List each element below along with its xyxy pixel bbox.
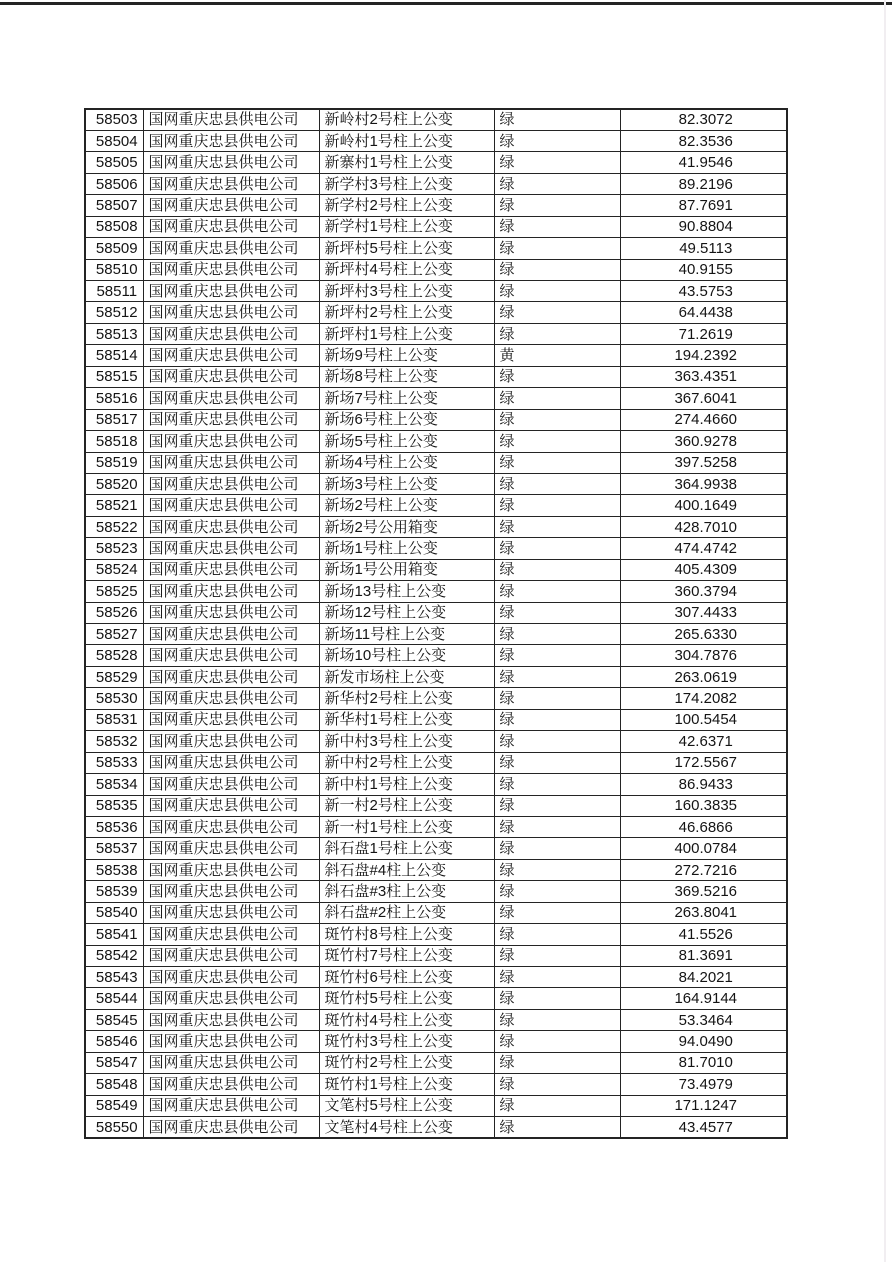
cell-row-id: 58522 [85, 516, 143, 537]
table-row [85, 602, 787, 623]
table-row [85, 816, 787, 837]
cell-status: 绿 [494, 752, 620, 773]
cell-status: 绿 [494, 1052, 620, 1073]
cell-row-id: 58531 [85, 709, 143, 730]
cell-status: 绿 [494, 281, 620, 302]
cell-row-id: 58511 [85, 281, 143, 302]
cell-transformer-name: 斑竹村8号柱上公变 [319, 924, 494, 945]
cell-row-id: 58543 [85, 967, 143, 988]
cell-status: 绿 [494, 538, 620, 559]
cell-transformer-name: 新场4号柱上公变 [319, 452, 494, 473]
cell-row-id: 58548 [85, 1074, 143, 1095]
cell-value: 405.4309 [620, 559, 787, 580]
cell-company: 国网重庆忠县供电公司 [143, 666, 319, 687]
cell-transformer-name: 新发市场柱上公变 [319, 666, 494, 687]
table-row [85, 259, 787, 280]
page-right-edge [884, 0, 886, 1262]
cell-row-id: 58529 [85, 666, 143, 687]
table-row [85, 1095, 787, 1116]
cell-value: 81.3691 [620, 945, 787, 966]
cell-transformer-name: 新坪村4号柱上公变 [319, 259, 494, 280]
table-row [85, 473, 787, 494]
cell-row-id: 58527 [85, 624, 143, 645]
page-top-rule [0, 2, 892, 5]
cell-status: 绿 [494, 473, 620, 494]
table-row [85, 452, 787, 473]
cell-value: 100.5454 [620, 709, 787, 730]
cell-status: 黄 [494, 345, 620, 366]
cell-status: 绿 [494, 1095, 620, 1116]
cell-transformer-name: 新场2号公用箱变 [319, 516, 494, 537]
cell-row-id: 58528 [85, 645, 143, 666]
cell-row-id: 58509 [85, 238, 143, 259]
cell-company: 国网重庆忠县供电公司 [143, 988, 319, 1009]
cell-transformer-name: 新坪村5号柱上公变 [319, 238, 494, 259]
cell-row-id: 58537 [85, 838, 143, 859]
cell-company: 国网重庆忠县供电公司 [143, 945, 319, 966]
cell-status: 绿 [494, 881, 620, 902]
cell-transformer-name: 斑竹村5号柱上公变 [319, 988, 494, 1009]
cell-company: 国网重庆忠县供电公司 [143, 473, 319, 494]
cell-row-id: 58550 [85, 1117, 143, 1138]
table-row [85, 388, 787, 409]
cell-value: 369.5216 [620, 881, 787, 902]
cell-value: 174.2082 [620, 688, 787, 709]
cell-transformer-name: 新学村3号柱上公变 [319, 173, 494, 194]
cell-value: 42.6371 [620, 731, 787, 752]
table-row [85, 409, 787, 430]
cell-company: 国网重庆忠县供电公司 [143, 452, 319, 473]
cell-company: 国网重庆忠县供电公司 [143, 645, 319, 666]
table-body [85, 109, 787, 1138]
cell-company: 国网重庆忠县供电公司 [143, 366, 319, 387]
cell-transformer-name: 新场10号柱上公变 [319, 645, 494, 666]
cell-row-id: 58545 [85, 1009, 143, 1030]
cell-company: 国网重庆忠县供电公司 [143, 1031, 319, 1052]
cell-company: 国网重庆忠县供电公司 [143, 1074, 319, 1095]
table-row [85, 302, 787, 323]
cell-company: 国网重庆忠县供电公司 [143, 924, 319, 945]
table-row [85, 1052, 787, 1073]
cell-transformer-name: 新学村1号柱上公变 [319, 216, 494, 237]
cell-row-id: 58533 [85, 752, 143, 773]
cell-company: 国网重庆忠县供电公司 [143, 559, 319, 580]
cell-transformer-name: 斑竹村6号柱上公变 [319, 967, 494, 988]
cell-company: 国网重庆忠县供电公司 [143, 109, 319, 130]
cell-status: 绿 [494, 1117, 620, 1138]
cell-value: 53.3464 [620, 1009, 787, 1030]
cell-company: 国网重庆忠县供电公司 [143, 581, 319, 602]
cell-value: 81.7010 [620, 1052, 787, 1073]
cell-status: 绿 [494, 152, 620, 173]
cell-value: 274.4660 [620, 409, 787, 430]
cell-value: 474.4742 [620, 538, 787, 559]
cell-status: 绿 [494, 988, 620, 1009]
cell-status: 绿 [494, 795, 620, 816]
cell-status: 绿 [494, 688, 620, 709]
cell-value: 367.6041 [620, 388, 787, 409]
cell-row-id: 58549 [85, 1095, 143, 1116]
cell-company: 国网重庆忠县供电公司 [143, 238, 319, 259]
cell-transformer-name: 新场7号柱上公变 [319, 388, 494, 409]
cell-status: 绿 [494, 581, 620, 602]
cell-row-id: 58530 [85, 688, 143, 709]
table-row [85, 1074, 787, 1095]
cell-transformer-name: 新中村3号柱上公变 [319, 731, 494, 752]
cell-status: 绿 [494, 452, 620, 473]
cell-row-id: 58534 [85, 774, 143, 795]
cell-value: 43.5753 [620, 281, 787, 302]
table-row [85, 366, 787, 387]
cell-company: 国网重庆忠县供电公司 [143, 1052, 319, 1073]
table-row [85, 238, 787, 259]
table-row [85, 709, 787, 730]
cell-status: 绿 [494, 431, 620, 452]
cell-row-id: 58506 [85, 173, 143, 194]
cell-transformer-name: 斜石盘#3柱上公变 [319, 881, 494, 902]
cell-status: 绿 [494, 109, 620, 130]
cell-transformer-name: 文笔村4号柱上公变 [319, 1117, 494, 1138]
cell-status: 绿 [494, 216, 620, 237]
table-row [85, 516, 787, 537]
table-row [85, 581, 787, 602]
cell-transformer-name: 新场12号柱上公变 [319, 602, 494, 623]
cell-company: 国网重庆忠县供电公司 [143, 881, 319, 902]
table-row [85, 624, 787, 645]
table-row [85, 795, 787, 816]
cell-row-id: 58518 [85, 431, 143, 452]
cell-company: 国网重庆忠县供电公司 [143, 859, 319, 880]
cell-value: 46.6866 [620, 816, 787, 837]
cell-company: 国网重庆忠县供电公司 [143, 752, 319, 773]
cell-row-id: 58540 [85, 902, 143, 923]
cell-row-id: 58513 [85, 323, 143, 344]
table-row [85, 345, 787, 366]
cell-row-id: 58526 [85, 602, 143, 623]
cell-company: 国网重庆忠县供电公司 [143, 152, 319, 173]
cell-row-id: 58514 [85, 345, 143, 366]
cell-company: 国网重庆忠县供电公司 [143, 302, 319, 323]
cell-row-id: 58523 [85, 538, 143, 559]
cell-company: 国网重庆忠县供电公司 [143, 688, 319, 709]
cell-status: 绿 [494, 924, 620, 945]
cell-company: 国网重庆忠县供电公司 [143, 1009, 319, 1030]
cell-status: 绿 [494, 173, 620, 194]
cell-status: 绿 [494, 902, 620, 923]
cell-row-id: 58519 [85, 452, 143, 473]
cell-transformer-name: 新寨村1号柱上公变 [319, 152, 494, 173]
cell-value: 263.8041 [620, 902, 787, 923]
table-row [85, 1117, 787, 1138]
cell-value: 194.2392 [620, 345, 787, 366]
table-row [85, 988, 787, 1009]
table-row [85, 645, 787, 666]
cell-row-id: 58532 [85, 731, 143, 752]
table-row [85, 666, 787, 687]
cell-value: 400.0784 [620, 838, 787, 859]
cell-row-id: 58508 [85, 216, 143, 237]
cell-company: 国网重庆忠县供电公司 [143, 838, 319, 859]
cell-transformer-name: 新华村1号柱上公变 [319, 709, 494, 730]
table-row [85, 130, 787, 151]
cell-value: 40.9155 [620, 259, 787, 280]
cell-company: 国网重庆忠县供电公司 [143, 731, 319, 752]
table-row [85, 559, 787, 580]
table-row [85, 495, 787, 516]
cell-value: 49.5113 [620, 238, 787, 259]
cell-status: 绿 [494, 516, 620, 537]
cell-company: 国网重庆忠县供电公司 [143, 173, 319, 194]
cell-company: 国网重庆忠县供电公司 [143, 323, 319, 344]
cell-company: 国网重庆忠县供电公司 [143, 388, 319, 409]
cell-status: 绿 [494, 731, 620, 752]
cell-transformer-name: 新场1号公用箱变 [319, 559, 494, 580]
cell-transformer-name: 新一村2号柱上公变 [319, 795, 494, 816]
cell-value: 64.4438 [620, 302, 787, 323]
cell-company: 国网重庆忠县供电公司 [143, 774, 319, 795]
cell-status: 绿 [494, 816, 620, 837]
cell-row-id: 58515 [85, 366, 143, 387]
cell-company: 国网重庆忠县供电公司 [143, 130, 319, 151]
cell-row-id: 58546 [85, 1031, 143, 1052]
cell-transformer-name: 新场9号柱上公变 [319, 345, 494, 366]
cell-row-id: 58503 [85, 109, 143, 130]
cell-value: 41.5526 [620, 924, 787, 945]
cell-row-id: 58525 [85, 581, 143, 602]
cell-company: 国网重庆忠县供电公司 [143, 1117, 319, 1138]
cell-value: 90.8804 [620, 216, 787, 237]
cell-status: 绿 [494, 366, 620, 387]
table-row [85, 538, 787, 559]
table-row [85, 774, 787, 795]
cell-row-id: 58505 [85, 152, 143, 173]
cell-company: 国网重庆忠县供电公司 [143, 902, 319, 923]
table-row [85, 859, 787, 880]
cell-transformer-name: 新场5号柱上公变 [319, 431, 494, 452]
cell-company: 国网重庆忠县供电公司 [143, 709, 319, 730]
cell-transformer-name: 斑竹村2号柱上公变 [319, 1052, 494, 1073]
cell-row-id: 58535 [85, 795, 143, 816]
cell-company: 国网重庆忠县供电公司 [143, 259, 319, 280]
cell-status: 绿 [494, 774, 620, 795]
cell-company: 国网重庆忠县供电公司 [143, 216, 319, 237]
cell-value: 363.4351 [620, 366, 787, 387]
cell-value: 397.5258 [620, 452, 787, 473]
cell-row-id: 58512 [85, 302, 143, 323]
cell-status: 绿 [494, 709, 620, 730]
cell-value: 89.2196 [620, 173, 787, 194]
cell-company: 国网重庆忠县供电公司 [143, 795, 319, 816]
cell-transformer-name: 斑竹村3号柱上公变 [319, 1031, 494, 1052]
cell-row-id: 58541 [85, 924, 143, 945]
table-row [85, 216, 787, 237]
cell-company: 国网重庆忠县供电公司 [143, 431, 319, 452]
cell-transformer-name: 斑竹村4号柱上公变 [319, 1009, 494, 1030]
cell-row-id: 58542 [85, 945, 143, 966]
cell-status: 绿 [494, 238, 620, 259]
cell-value: 82.3072 [620, 109, 787, 130]
cell-status: 绿 [494, 559, 620, 580]
cell-value: 87.7691 [620, 195, 787, 216]
transformer-table [84, 108, 788, 1139]
cell-row-id: 58507 [85, 195, 143, 216]
cell-row-id: 58521 [85, 495, 143, 516]
cell-value: 364.9938 [620, 473, 787, 494]
cell-company: 国网重庆忠县供电公司 [143, 495, 319, 516]
cell-status: 绿 [494, 259, 620, 280]
cell-transformer-name: 文笔村5号柱上公变 [319, 1095, 494, 1116]
cell-status: 绿 [494, 323, 620, 344]
cell-transformer-name: 斑竹村1号柱上公变 [319, 1074, 494, 1095]
table-row [85, 902, 787, 923]
cell-company: 国网重庆忠县供电公司 [143, 409, 319, 430]
cell-value: 84.2021 [620, 967, 787, 988]
cell-row-id: 58538 [85, 859, 143, 880]
cell-status: 绿 [494, 624, 620, 645]
cell-value: 400.1649 [620, 495, 787, 516]
cell-transformer-name: 新坪村3号柱上公变 [319, 281, 494, 302]
cell-status: 绿 [494, 967, 620, 988]
cell-status: 绿 [494, 645, 620, 666]
cell-row-id: 58520 [85, 473, 143, 494]
cell-transformer-name: 斜石盘#4柱上公变 [319, 859, 494, 880]
cell-row-id: 58510 [85, 259, 143, 280]
cell-status: 绿 [494, 1074, 620, 1095]
cell-row-id: 58544 [85, 988, 143, 1009]
cell-company: 国网重庆忠县供电公司 [143, 281, 319, 302]
cell-company: 国网重庆忠县供电公司 [143, 967, 319, 988]
table-row [85, 924, 787, 945]
cell-status: 绿 [494, 666, 620, 687]
cell-status: 绿 [494, 838, 620, 859]
cell-status: 绿 [494, 409, 620, 430]
table-row [85, 881, 787, 902]
cell-transformer-name: 斑竹村7号柱上公变 [319, 945, 494, 966]
cell-company: 国网重庆忠县供电公司 [143, 195, 319, 216]
cell-value: 43.4577 [620, 1117, 787, 1138]
cell-transformer-name: 新中村1号柱上公变 [319, 774, 494, 795]
cell-status: 绿 [494, 602, 620, 623]
cell-transformer-name: 新坪村1号柱上公变 [319, 323, 494, 344]
cell-transformer-name: 新场8号柱上公变 [319, 366, 494, 387]
table-row [85, 431, 787, 452]
table-row [85, 1031, 787, 1052]
cell-value: 172.5567 [620, 752, 787, 773]
cell-value: 86.9433 [620, 774, 787, 795]
cell-company: 国网重庆忠县供电公司 [143, 516, 319, 537]
cell-transformer-name: 新华村2号柱上公变 [319, 688, 494, 709]
table-row [85, 688, 787, 709]
cell-value: 360.3794 [620, 581, 787, 602]
cell-status: 绿 [494, 302, 620, 323]
cell-status: 绿 [494, 859, 620, 880]
cell-value: 265.6330 [620, 624, 787, 645]
cell-value: 263.0619 [620, 666, 787, 687]
table-row [85, 838, 787, 859]
cell-transformer-name: 新场11号柱上公变 [319, 624, 494, 645]
table-row [85, 281, 787, 302]
cell-row-id: 58524 [85, 559, 143, 580]
cell-transformer-name: 新中村2号柱上公变 [319, 752, 494, 773]
table-row [85, 152, 787, 173]
cell-transformer-name: 新岭村1号柱上公变 [319, 130, 494, 151]
cell-value: 94.0490 [620, 1031, 787, 1052]
cell-transformer-name: 新场1号柱上公变 [319, 538, 494, 559]
table-row [85, 323, 787, 344]
table-row [85, 195, 787, 216]
cell-row-id: 58504 [85, 130, 143, 151]
table-row [85, 945, 787, 966]
cell-value: 82.3536 [620, 130, 787, 151]
cell-row-id: 58547 [85, 1052, 143, 1073]
cell-row-id: 58539 [85, 881, 143, 902]
table-row [85, 1009, 787, 1030]
cell-transformer-name: 新场13号柱上公变 [319, 581, 494, 602]
cell-value: 71.2619 [620, 323, 787, 344]
cell-transformer-name: 新场2号柱上公变 [319, 495, 494, 516]
table-row [85, 109, 787, 130]
cell-value: 164.9144 [620, 988, 787, 1009]
cell-company: 国网重庆忠县供电公司 [143, 816, 319, 837]
cell-row-id: 58517 [85, 409, 143, 430]
cell-company: 国网重庆忠县供电公司 [143, 538, 319, 559]
cell-transformer-name: 新一村1号柱上公变 [319, 816, 494, 837]
cell-value: 428.7010 [620, 516, 787, 537]
cell-transformer-name: 新岭村2号柱上公变 [319, 109, 494, 130]
cell-status: 绿 [494, 945, 620, 966]
cell-company: 国网重庆忠县供电公司 [143, 602, 319, 623]
cell-value: 307.4433 [620, 602, 787, 623]
cell-company: 国网重庆忠县供电公司 [143, 345, 319, 366]
table-row [85, 173, 787, 194]
cell-status: 绿 [494, 1009, 620, 1030]
cell-status: 绿 [494, 1031, 620, 1052]
cell-transformer-name: 斜石盘#2柱上公变 [319, 902, 494, 923]
cell-transformer-name: 斜石盘1号柱上公变 [319, 838, 494, 859]
cell-transformer-name: 新学村2号柱上公变 [319, 195, 494, 216]
cell-row-id: 58516 [85, 388, 143, 409]
cell-value: 160.3835 [620, 795, 787, 816]
cell-value: 272.7216 [620, 859, 787, 880]
cell-company: 国网重庆忠县供电公司 [143, 1095, 319, 1116]
cell-status: 绿 [494, 130, 620, 151]
cell-transformer-name: 新场3号柱上公变 [319, 473, 494, 494]
cell-row-id: 58536 [85, 816, 143, 837]
cell-value: 73.4979 [620, 1074, 787, 1095]
cell-transformer-name: 新坪村2号柱上公变 [319, 302, 494, 323]
cell-value: 41.9546 [620, 152, 787, 173]
cell-company: 国网重庆忠县供电公司 [143, 624, 319, 645]
cell-value: 171.1247 [620, 1095, 787, 1116]
table-row [85, 731, 787, 752]
cell-value: 360.9278 [620, 431, 787, 452]
cell-status: 绿 [494, 195, 620, 216]
cell-status: 绿 [494, 388, 620, 409]
table-row [85, 967, 787, 988]
cell-transformer-name: 新场6号柱上公变 [319, 409, 494, 430]
cell-value: 304.7876 [620, 645, 787, 666]
cell-status: 绿 [494, 495, 620, 516]
table-row [85, 752, 787, 773]
